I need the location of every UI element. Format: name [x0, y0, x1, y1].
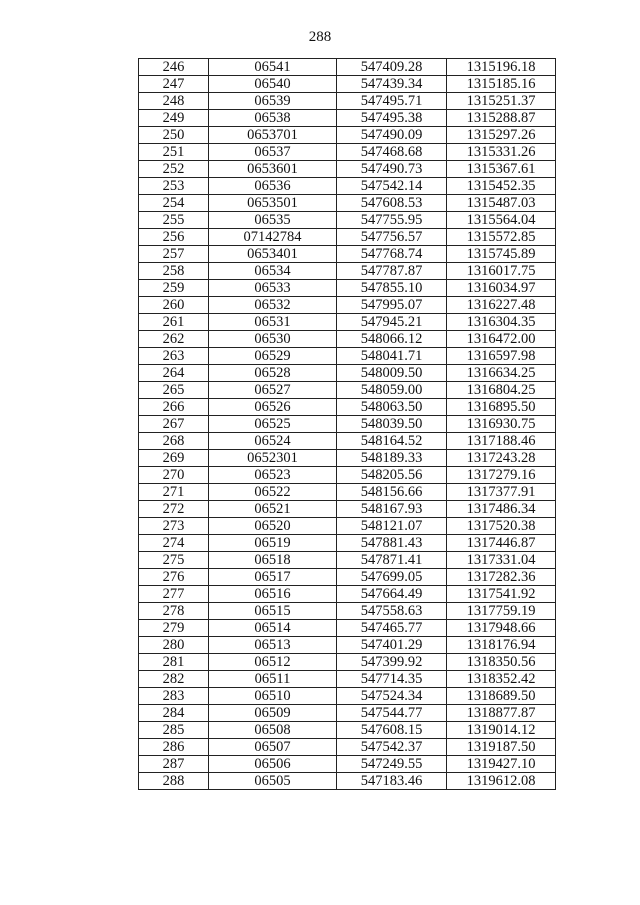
row-index-cell: 248	[139, 93, 209, 110]
table-row	[139, 246, 556, 263]
y-coordinate-cell: 1317541.92	[447, 586, 556, 603]
x-coordinate-cell: 547881.43	[337, 535, 447, 552]
x-coordinate-cell: 548009.50	[337, 365, 447, 382]
x-coordinate-cell: 547249.55	[337, 756, 447, 773]
row-index-cell: 286	[139, 739, 209, 756]
y-coordinate-cell: 1317331.04	[447, 552, 556, 569]
x-coordinate-cell: 547542.14	[337, 178, 447, 195]
y-coordinate-cell: 1318176.94	[447, 637, 556, 654]
point-id-cell: 06538	[209, 110, 337, 127]
x-coordinate-cell: 547699.05	[337, 569, 447, 586]
y-coordinate-cell: 1317377.91	[447, 484, 556, 501]
row-index-cell: 257	[139, 246, 209, 263]
point-id-cell: 06513	[209, 637, 337, 654]
y-coordinate-cell: 1315487.03	[447, 195, 556, 212]
point-id-cell: 06533	[209, 280, 337, 297]
y-coordinate-cell: 1315331.26	[447, 144, 556, 161]
point-id-cell: 06520	[209, 518, 337, 535]
table-row	[139, 110, 556, 127]
x-coordinate-cell: 548156.66	[337, 484, 447, 501]
x-coordinate-cell: 548189.33	[337, 450, 447, 467]
row-index-cell: 284	[139, 705, 209, 722]
table-row	[139, 93, 556, 110]
table-row	[139, 705, 556, 722]
x-coordinate-cell: 547871.41	[337, 552, 447, 569]
row-index-cell: 277	[139, 586, 209, 603]
y-coordinate-cell: 1316804.25	[447, 382, 556, 399]
row-index-cell: 252	[139, 161, 209, 178]
table-row	[139, 178, 556, 195]
y-coordinate-cell: 1315288.87	[447, 110, 556, 127]
x-coordinate-cell: 547409.28	[337, 59, 447, 76]
point-id-cell: 06539	[209, 93, 337, 110]
y-coordinate-cell: 1317948.66	[447, 620, 556, 637]
table-row	[139, 297, 556, 314]
point-id-cell: 0652301	[209, 450, 337, 467]
y-coordinate-cell: 1317188.46	[447, 433, 556, 450]
y-coordinate-cell: 1317520.38	[447, 518, 556, 535]
table-row	[139, 382, 556, 399]
x-coordinate-cell: 547787.87	[337, 263, 447, 280]
row-index-cell: 268	[139, 433, 209, 450]
y-coordinate-cell: 1316034.97	[447, 280, 556, 297]
table-row	[139, 280, 556, 297]
table-row	[139, 654, 556, 671]
table-body	[139, 59, 556, 790]
table-row	[139, 739, 556, 756]
table-row	[139, 450, 556, 467]
table-row	[139, 620, 556, 637]
table-row	[139, 467, 556, 484]
page-number: 288	[308, 29, 332, 45]
y-coordinate-cell: 1316930.75	[447, 416, 556, 433]
x-coordinate-cell: 547768.74	[337, 246, 447, 263]
table-row	[139, 756, 556, 773]
row-index-cell: 259	[139, 280, 209, 297]
row-index-cell: 270	[139, 467, 209, 484]
y-coordinate-cell: 1317759.19	[447, 603, 556, 620]
y-coordinate-cell: 1315572.85	[447, 229, 556, 246]
point-id-cell: 06510	[209, 688, 337, 705]
x-coordinate-cell: 547490.09	[337, 127, 447, 144]
row-index-cell: 273	[139, 518, 209, 535]
y-coordinate-cell: 1316017.75	[447, 263, 556, 280]
row-index-cell: 261	[139, 314, 209, 331]
row-index-cell: 249	[139, 110, 209, 127]
table-row	[139, 535, 556, 552]
x-coordinate-cell: 547490.73	[337, 161, 447, 178]
table-row	[139, 722, 556, 739]
table-row	[139, 212, 556, 229]
row-index-cell: 272	[139, 501, 209, 518]
row-index-cell: 281	[139, 654, 209, 671]
point-id-cell: 06537	[209, 144, 337, 161]
point-id-cell: 06535	[209, 212, 337, 229]
x-coordinate-cell: 548039.50	[337, 416, 447, 433]
row-index-cell: 288	[139, 773, 209, 790]
x-coordinate-cell: 547995.07	[337, 297, 447, 314]
point-id-cell: 06541	[209, 59, 337, 76]
x-coordinate-cell: 547608.15	[337, 722, 447, 739]
row-index-cell: 265	[139, 382, 209, 399]
coordinates-table	[138, 58, 556, 790]
row-index-cell: 267	[139, 416, 209, 433]
row-index-cell: 274	[139, 535, 209, 552]
row-index-cell: 283	[139, 688, 209, 705]
table-row	[139, 586, 556, 603]
point-id-cell: 06523	[209, 467, 337, 484]
y-coordinate-cell: 1319612.08	[447, 773, 556, 790]
table-row	[139, 518, 556, 535]
x-coordinate-cell: 547401.29	[337, 637, 447, 654]
point-id-cell: 06508	[209, 722, 337, 739]
y-coordinate-cell: 1315297.26	[447, 127, 556, 144]
table-row	[139, 144, 556, 161]
y-coordinate-cell: 1317279.16	[447, 467, 556, 484]
x-coordinate-cell: 547714.35	[337, 671, 447, 688]
x-coordinate-cell: 547524.34	[337, 688, 447, 705]
x-coordinate-cell: 547439.34	[337, 76, 447, 93]
table-row	[139, 263, 556, 280]
coordinates-table-container	[138, 58, 556, 790]
table-row	[139, 314, 556, 331]
x-coordinate-cell: 547945.21	[337, 314, 447, 331]
x-coordinate-cell: 548164.52	[337, 433, 447, 450]
point-id-cell: 06517	[209, 569, 337, 586]
row-index-cell: 256	[139, 229, 209, 246]
row-index-cell: 262	[139, 331, 209, 348]
point-id-cell: 06534	[209, 263, 337, 280]
table-row	[139, 76, 556, 93]
table-row	[139, 433, 556, 450]
row-index-cell: 250	[139, 127, 209, 144]
y-coordinate-cell: 1315564.04	[447, 212, 556, 229]
y-coordinate-cell: 1316304.35	[447, 314, 556, 331]
x-coordinate-cell: 547755.95	[337, 212, 447, 229]
table-row	[139, 331, 556, 348]
row-index-cell: 275	[139, 552, 209, 569]
point-id-cell: 06522	[209, 484, 337, 501]
point-id-cell: 06511	[209, 671, 337, 688]
y-coordinate-cell: 1317446.87	[447, 535, 556, 552]
table-row	[139, 637, 556, 654]
row-index-cell: 258	[139, 263, 209, 280]
table-row	[139, 59, 556, 76]
row-index-cell: 255	[139, 212, 209, 229]
table-row	[139, 399, 556, 416]
point-id-cell: 06507	[209, 739, 337, 756]
table-row	[139, 603, 556, 620]
row-index-cell: 279	[139, 620, 209, 637]
y-coordinate-cell: 1316472.00	[447, 331, 556, 348]
y-coordinate-cell: 1315745.89	[447, 246, 556, 263]
x-coordinate-cell: 548167.93	[337, 501, 447, 518]
row-index-cell: 278	[139, 603, 209, 620]
point-id-cell: 06529	[209, 348, 337, 365]
point-id-cell: 06528	[209, 365, 337, 382]
x-coordinate-cell: 547495.38	[337, 110, 447, 127]
row-index-cell: 276	[139, 569, 209, 586]
x-coordinate-cell: 547542.37	[337, 739, 447, 756]
x-coordinate-cell: 548066.12	[337, 331, 447, 348]
row-index-cell: 266	[139, 399, 209, 416]
y-coordinate-cell: 1316597.98	[447, 348, 556, 365]
row-index-cell: 254	[139, 195, 209, 212]
x-coordinate-cell: 547664.49	[337, 586, 447, 603]
point-id-cell: 06506	[209, 756, 337, 773]
y-coordinate-cell: 1318350.56	[447, 654, 556, 671]
y-coordinate-cell: 1319427.10	[447, 756, 556, 773]
point-id-cell: 07142784	[209, 229, 337, 246]
x-coordinate-cell: 547544.77	[337, 705, 447, 722]
row-index-cell: 247	[139, 76, 209, 93]
row-index-cell: 264	[139, 365, 209, 382]
y-coordinate-cell: 1315251.37	[447, 93, 556, 110]
y-coordinate-cell: 1315452.35	[447, 178, 556, 195]
row-index-cell: 285	[139, 722, 209, 739]
x-coordinate-cell: 548063.50	[337, 399, 447, 416]
y-coordinate-cell: 1315185.16	[447, 76, 556, 93]
y-coordinate-cell: 1317486.34	[447, 501, 556, 518]
point-id-cell: 06532	[209, 297, 337, 314]
row-index-cell: 260	[139, 297, 209, 314]
x-coordinate-cell: 547399.92	[337, 654, 447, 671]
x-coordinate-cell: 547495.71	[337, 93, 447, 110]
y-coordinate-cell: 1319187.50	[447, 739, 556, 756]
y-coordinate-cell: 1318352.42	[447, 671, 556, 688]
point-id-cell: 06524	[209, 433, 337, 450]
table-row	[139, 773, 556, 790]
x-coordinate-cell: 547558.63	[337, 603, 447, 620]
x-coordinate-cell: 548059.00	[337, 382, 447, 399]
y-coordinate-cell: 1316895.50	[447, 399, 556, 416]
point-id-cell: 06526	[209, 399, 337, 416]
table-row	[139, 416, 556, 433]
point-id-cell: 0653501	[209, 195, 337, 212]
point-id-cell: 06516	[209, 586, 337, 603]
table-row	[139, 501, 556, 518]
x-coordinate-cell: 547468.68	[337, 144, 447, 161]
row-index-cell: 263	[139, 348, 209, 365]
y-coordinate-cell: 1316634.25	[447, 365, 556, 382]
row-index-cell: 282	[139, 671, 209, 688]
table-row	[139, 195, 556, 212]
point-id-cell: 0653601	[209, 161, 337, 178]
y-coordinate-cell: 1317282.36	[447, 569, 556, 586]
y-coordinate-cell: 1315367.61	[447, 161, 556, 178]
row-index-cell: 251	[139, 144, 209, 161]
row-index-cell: 246	[139, 59, 209, 76]
table-row	[139, 484, 556, 501]
point-id-cell: 06515	[209, 603, 337, 620]
row-index-cell: 269	[139, 450, 209, 467]
point-id-cell: 06514	[209, 620, 337, 637]
x-coordinate-cell: 547855.10	[337, 280, 447, 297]
x-coordinate-cell: 548041.71	[337, 348, 447, 365]
table-row	[139, 161, 556, 178]
point-id-cell: 06530	[209, 331, 337, 348]
point-id-cell: 06521	[209, 501, 337, 518]
table-row	[139, 127, 556, 144]
point-id-cell: 06531	[209, 314, 337, 331]
table-row	[139, 348, 556, 365]
y-coordinate-cell: 1319014.12	[447, 722, 556, 739]
x-coordinate-cell: 547465.77	[337, 620, 447, 637]
y-coordinate-cell: 1316227.48	[447, 297, 556, 314]
point-id-cell: 0653701	[209, 127, 337, 144]
table-row	[139, 365, 556, 382]
point-id-cell: 06509	[209, 705, 337, 722]
point-id-cell: 06525	[209, 416, 337, 433]
point-id-cell: 06512	[209, 654, 337, 671]
x-coordinate-cell: 547608.53	[337, 195, 447, 212]
x-coordinate-cell: 547183.46	[337, 773, 447, 790]
row-index-cell: 271	[139, 484, 209, 501]
table-row	[139, 688, 556, 705]
y-coordinate-cell: 1317243.28	[447, 450, 556, 467]
x-coordinate-cell: 547756.57	[337, 229, 447, 246]
point-id-cell: 06518	[209, 552, 337, 569]
point-id-cell: 06527	[209, 382, 337, 399]
table-row	[139, 569, 556, 586]
row-index-cell: 287	[139, 756, 209, 773]
point-id-cell: 06536	[209, 178, 337, 195]
point-id-cell: 0653401	[209, 246, 337, 263]
y-coordinate-cell: 1315196.18	[447, 59, 556, 76]
row-index-cell: 280	[139, 637, 209, 654]
table-row	[139, 671, 556, 688]
point-id-cell: 06540	[209, 76, 337, 93]
y-coordinate-cell: 1318689.50	[447, 688, 556, 705]
table-row	[139, 229, 556, 246]
row-index-cell: 253	[139, 178, 209, 195]
x-coordinate-cell: 548121.07	[337, 518, 447, 535]
table-row	[139, 552, 556, 569]
x-coordinate-cell: 548205.56	[337, 467, 447, 484]
point-id-cell: 06519	[209, 535, 337, 552]
point-id-cell: 06505	[209, 773, 337, 790]
y-coordinate-cell: 1318877.87	[447, 705, 556, 722]
